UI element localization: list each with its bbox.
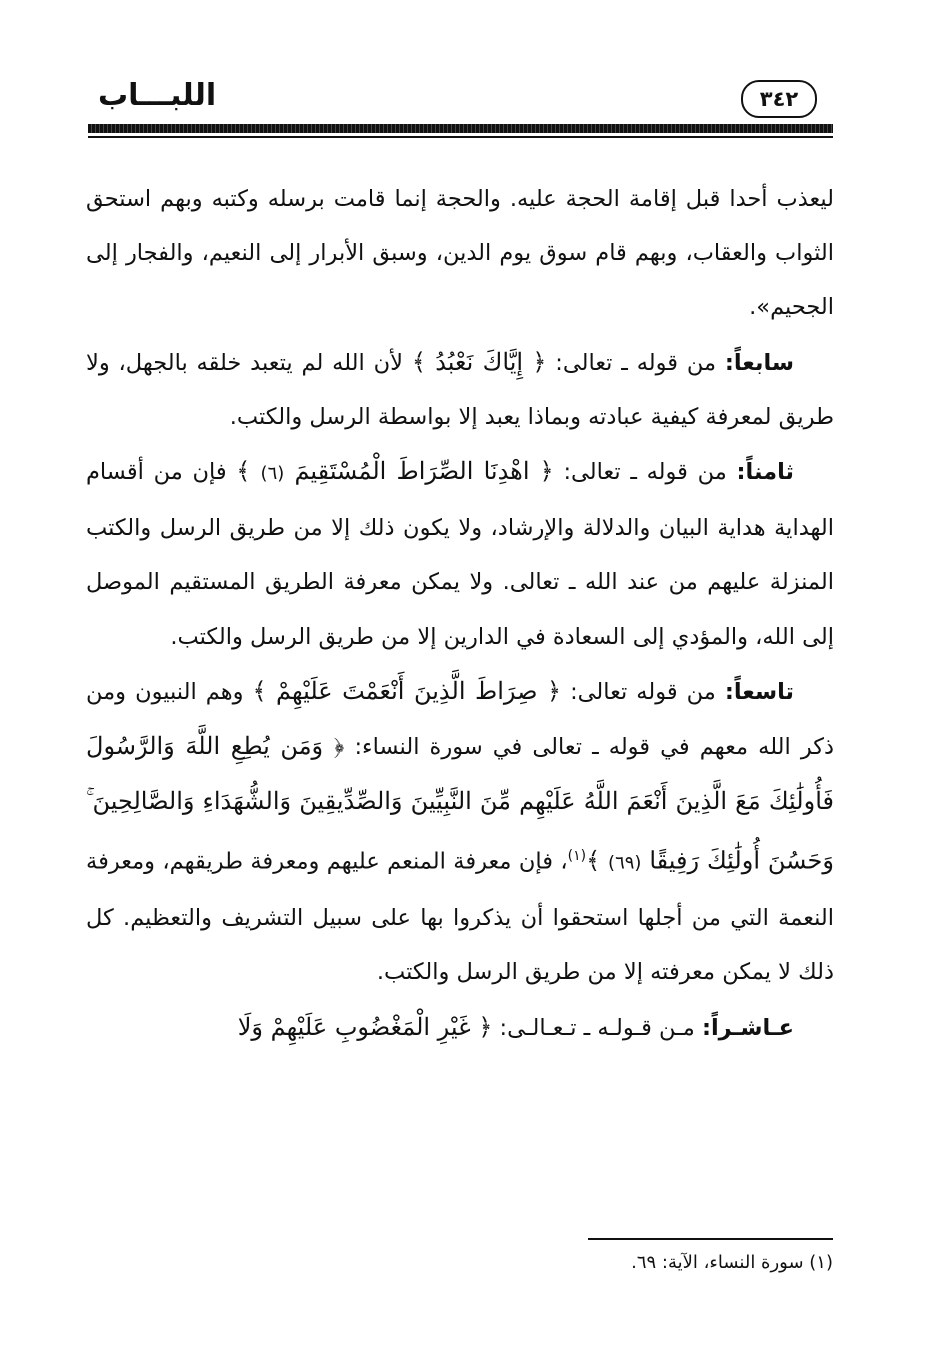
paragraph-lead: سابعاً: <box>724 349 795 376</box>
quran-quote: ﴿ اهْدِنَا الصِّرَاطَ الْمُسْتَقِيمَ <box>284 457 554 486</box>
page-header <box>90 78 835 120</box>
paragraph-text: من قوله ـ تعالى: <box>553 459 737 486</box>
paragraph-text: ، فإن معرفة المنعم عليهم ومعرفة طريقهم، ومعرفة النعمة التي من أجلها استحقوا أن يذكروا بها على سبيل التشريف والتعظيم. كل ذلك لا يمكن معرفته إلا من طريق الرسل والكتب. <box>86 848 834 986</box>
paragraph-lead: ثامناً: <box>736 459 794 486</box>
page-number: ٣٤٢ <box>741 80 817 118</box>
footnote: (١) سورة النساء، الآية: ٦٩. <box>631 1252 833 1273</box>
paragraph-eighth <box>86 444 834 664</box>
paragraph-ninth <box>86 664 834 1000</box>
paragraph-text: وهم النبيون ومن ذكر الله معهم في قوله ـ تعالى في سورة النساء: <box>86 678 834 761</box>
verse-number: (٦) <box>260 463 285 485</box>
verse-number: (٦٩) <box>608 852 642 874</box>
paragraph-text: فإن من أقسام الهداية هداية البيان والدلالة والإرشاد، ولا يكون ذلك إلا من طريق الرسل والكتب المنزلة عليهم من عند الله ـ تعالى. ولا يمكن معرفة الطريق المستقيم الموصل إلى الله، والمؤدي إلى السعادة في الدارين إلا من طريق الرسل والكتب. <box>86 459 834 650</box>
paragraph-seventh <box>86 335 834 444</box>
paragraph-text: من قوله تعالى: <box>561 678 725 705</box>
footnote-separator <box>588 1238 833 1240</box>
footnote-marker: (١) <box>567 848 587 865</box>
paragraph-lead: عـاشـراً: <box>701 1014 794 1041</box>
quran-quote: ﴾ <box>236 457 261 486</box>
paragraph-text: لأن الله لم يتعبد خلقه بالجهل، ولا طريق لمعرفة كيفية عبادته وبماذا يعبد إلا بواسطة الرسل والكتب. <box>86 349 834 430</box>
paragraph-text: ليعذب أحدا قبل إقامة الحجة عليه. والحجة إنما قامت برسله وكتبه وبهم استحق الثواب والعقاب، وبهم قام سوق يوم الدين، وسبق الأبرار إلى النعيم، والفجار إلى الجحيم». <box>86 186 834 321</box>
paragraph-text: مـن قـولـه ـ تـعـالـى: <box>492 1014 702 1041</box>
quran-quote: ﴿ إِيَّاكَ نَعْبُدُ ﴾ <box>411 347 547 376</box>
header-rule-thick <box>88 124 833 133</box>
book-title: اللبـــاب <box>98 78 217 113</box>
paragraph-lead: تاسعاً: <box>724 678 794 705</box>
body-text <box>86 172 834 1055</box>
quran-quote: ﴿ وَمَن يُطِعِ اللَّهَ وَالرَّسُولَ فَأُولَٰئِكَ مَعَ الَّذِينَ أَنْعَمَ اللَّهُ عَلَيْهِم مِّنَ النَّبِيِّينَ وَالصِّدِّيقِينَ وَالشُّهَدَاءِ وَالصَّالِحِينَ ۚ وَحَسُنَ أُولَٰئِكَ رَفِيقًا <box>86 732 834 875</box>
paragraph-tenth <box>86 1000 834 1055</box>
paragraph-continuation <box>86 172 834 335</box>
quran-quote: ﴾ <box>586 846 609 875</box>
quran-quote: ﴿ غَيْرِ الْمَغْضُوبِ عَلَيْهِمْ وَلَا <box>237 1012 493 1041</box>
header-rule-thin <box>88 136 833 138</box>
quran-quote: ﴿ صِرَاطَ الَّذِينَ أَنْعَمْتَ عَلَيْهِمْ ﴾ <box>252 676 562 705</box>
paragraph-text: من قوله ـ تعالى: <box>546 349 725 376</box>
